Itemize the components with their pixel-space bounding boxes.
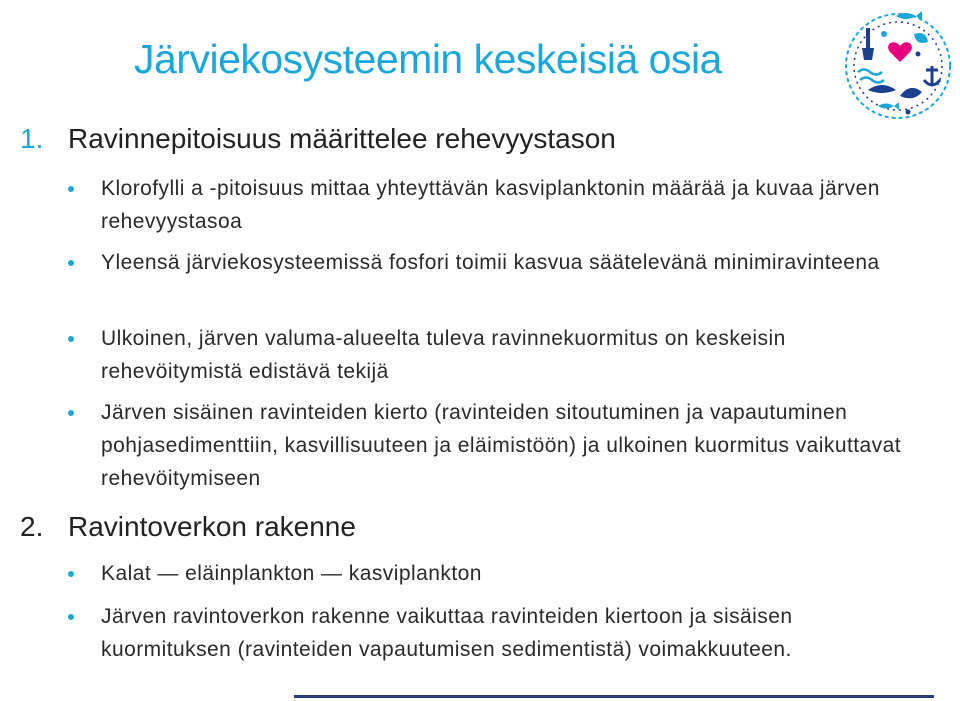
bullet-icon	[68, 186, 74, 192]
list-item-text: Järven ravintoverkon rakenne vaikuttaa ravinteiden kiertoon ja sisäisen kuormituksen (ravinteiden vapautumisen sedimentistä) voimakkuuteen.	[101, 605, 793, 661]
list-item-text: Kalat — eläinplankton — kasviplankton	[101, 562, 482, 585]
list-item-text: Ulkoinen, järven valuma-alueelta tuleva ravinnekuormitus on keskeisin rehevöitymistä edistävä tekijä	[101, 327, 786, 383]
section-number: 1.	[20, 123, 44, 154]
list-item-text: Klorofylli a -pitoisuus mittaa yhteyttävän kasviplanktonin määrää ja kuvaa järven rehevyystasoa	[101, 177, 880, 233]
list-item	[68, 172, 928, 238]
list-item-text: Järven sisäinen ravinteiden kierto (ravinteiden sitoutuminen ja vapautuminen pohjasedimenttiin, kasvillisuuteen ja eläimistöön) ja ulkoinen kuormitus vaikuttavat rehevöitymiseen	[101, 401, 902, 490]
slide-title: Järviekosysteemin keskeisiä osia	[134, 36, 722, 82]
list-item	[68, 557, 928, 590]
section-heading-1	[20, 123, 616, 155]
lake-ecosystem-logo-icon	[838, 4, 958, 124]
list-item	[68, 396, 928, 495]
section-heading-2	[20, 511, 356, 543]
bullet-icon	[68, 571, 74, 577]
bullet-icon	[68, 614, 74, 620]
list-item-text: Yleensä järviekosysteemissä fosfori toimii kasvua säätelevänä minimiravinteena	[101, 251, 880, 274]
list-item	[68, 322, 928, 388]
bullet-icon	[68, 410, 74, 416]
section-number: 2.	[20, 511, 44, 542]
footer-divider	[294, 695, 934, 698]
section-heading-text: Ravintoverkon rakenne	[68, 511, 356, 542]
list-item	[68, 600, 928, 666]
list-item	[68, 246, 928, 279]
bullet-icon	[68, 260, 74, 266]
bullet-icon	[68, 336, 74, 342]
section-heading-text: Ravinnepitoisuus määrittelee rehevyystason	[68, 123, 616, 154]
